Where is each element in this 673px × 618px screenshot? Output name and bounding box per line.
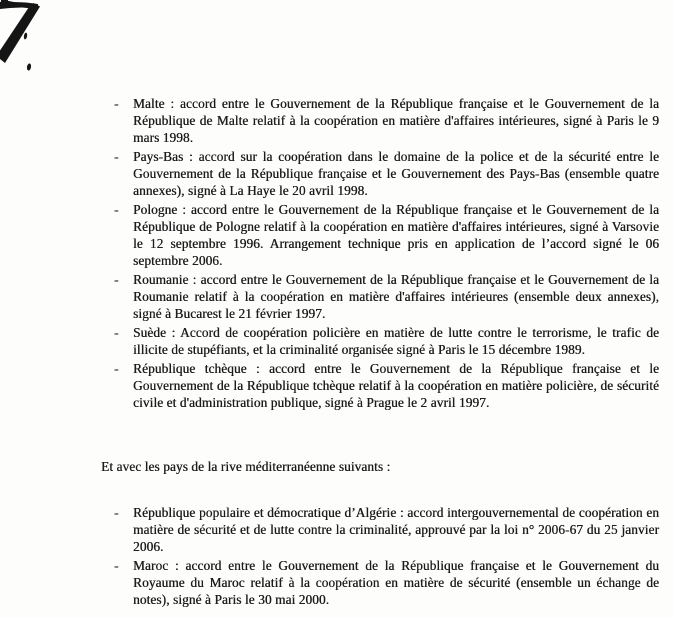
list-item-roumanie — [113, 271, 659, 322]
bullet-dash: - — [114, 202, 119, 217]
bullet-dash: - — [114, 558, 119, 573]
agreement-text: Pologne : accord entre le Gouvernement de la République française et le Gouvernement de la République de Pologne relatif à la coopération en matière d'affaires intérieures, signé à Varsovie le 12 septembre 1996. Arrangement technique pris en application de l’accord signé le 06 septembre 2006. — [133, 202, 659, 268]
list-item-pologne — [113, 201, 659, 269]
list-item-republique-tcheque — [113, 360, 659, 411]
bilateral-agreements-list — [113, 95, 659, 413]
agreement-text: Pays-Bas : accord sur la coopération dans le domaine de la police et de la sécurité entre le Gouvernement de la République française et le Gouvernement des Pays-Bas (ensemble quatre annexes), signé à La Haye le 20 avril 1998. — [133, 149, 659, 198]
agreement-text: République populaire et démocratique d’Algérie : accord intergouvernemental de coopération en matière de sécurité et de lutte contre la criminalité, approuvé par la loi n° 2006-67 du 25 janvier 2006. — [133, 505, 659, 554]
agreement-text: Suède : Accord de coopération policière en matière de lutte contre le terrorisme, le trafic de illicite de stupéfiants, et la criminalité organisée signé à Paris le 15 décembre 1989. — [133, 325, 659, 357]
list-item-algerie — [113, 504, 659, 555]
bullet-dash: - — [114, 361, 119, 376]
mediterranean-agreements-list — [113, 504, 659, 610]
list-item-malte — [113, 95, 659, 146]
bullet-dash: - — [114, 272, 119, 287]
agreement-text: Roumanie : accord entre le Gouvernement de la République française et le Gouvernement de la Roumanie relatif à la coopération en matière d'affaires intérieures (ensemble deux annexes), signé à Bucarest le 21 février 1997. — [133, 272, 659, 321]
bullet-dash: - — [114, 96, 119, 111]
bullet-dash: - — [114, 325, 119, 340]
bullet-dash: - — [114, 149, 119, 164]
list-item-suede — [113, 324, 659, 358]
agreement-text: Maroc : accord entre le Gouvernement de la République française et le Gouvernement du Royaume du Maroc relatif à la coopération en matière de sécurité (ensemble un échange de notes), signé à Paris le 30 mai 2000. — [133, 558, 659, 607]
bullet-dash: - — [114, 505, 119, 520]
mediterranean-intro-text: Et avec les pays de la rive méditerranéenne suivants : — [101, 459, 391, 474]
list-item-maroc — [113, 557, 659, 608]
scan-artifact-mark — [0, 0, 48, 82]
agreement-text: République tchèque : accord entre le Gouvernement de la République française et le Gouvernement de la République tchèque relatif à la coopération en matière policière, de sécurité civile et d'administration publique, signé à Prague le 2 avril 1997. — [133, 361, 659, 410]
agreement-text: Malte : accord entre le Gouvernement de la République française et le Gouvernement de la République de Malte relatif à la coopération en matière d'affaires intérieures, signé à Paris le 9 mars 1998. — [133, 96, 659, 145]
list-item-pays-bas — [113, 148, 659, 199]
